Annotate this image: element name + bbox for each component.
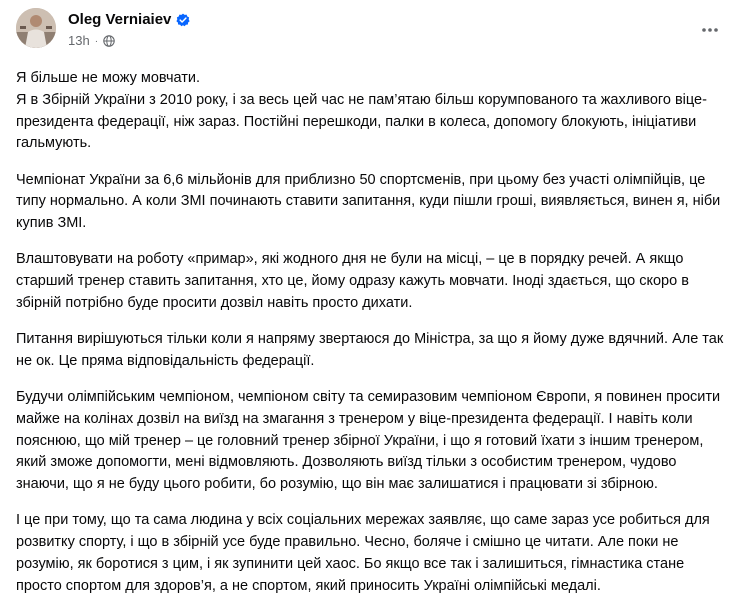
more-horizontal-icon	[700, 20, 720, 40]
post-paragraph-6	[16, 510, 728, 597]
post-line: Я більше не можу мовчати.	[16, 70, 201, 86]
post-menu-button[interactable]	[692, 12, 728, 48]
user-avatar	[16, 8, 56, 48]
post-line: Будучи олімпійським чемпіоном, чемпіоном світу та семиразовим чемпіоном Європи, я повинен просити майже на колінах дозвіл на виїзд на змагання з тренером у віце-президента федерації. І навіть коли пояснюю, що мій тренер – це головний тренер збірної України, і що я готовий їхати з іншим тренером, який зможе допомогти, мені відмовляють. Дозволяють виїзд тільки з особистим тренером, чудово знаючи, що я не буду цього робити, бо розумію, що він має залишатися і працювати зі збірною.	[16, 389, 721, 492]
author-name-line	[68, 10, 190, 30]
post-paragraph-3	[16, 249, 728, 314]
post-paragraph-5	[16, 387, 728, 496]
post-line: Я в Збірній України з 2010 року, і за весь цей час не пам’ятаю більш корумпованого та жахливого віце-президента федерації, ніж зараз. Постійні перешкоди, палки в колеса, допомогу блокують, ініціативи гальмують.	[16, 91, 707, 152]
post-line: Влаштовувати на роботу «примар», які жодного дня не були на місці, – це в порядку речей. А якщо старший тренер ставить запитання, хто це, йому одразу кажуть мовчати. Іноді здається, що скоро в збірній потрібно буде просити дозвіл навіть просто дихати.	[16, 251, 689, 311]
verified-badge-icon	[176, 13, 190, 27]
post-paragraph-1	[16, 68, 728, 155]
post-paragraph-4	[16, 329, 728, 373]
post-paragraph-2	[16, 170, 728, 235]
meta-separator: ·	[94, 35, 99, 47]
post-line: Чемпіонат України за 6,6 мільйонів для приблизно 50 спортсменів, при цьому без участі олімпійців, це типу нормально. А коли ЗМІ починають ставити запитання, куди пішли гроші, виявляється, винен я, ніби купив ЗМІ.	[16, 171, 721, 231]
post-text	[16, 68, 728, 597]
post-meta	[68, 33, 115, 49]
author-avatar[interactable]	[16, 8, 56, 48]
post-line: Питання вирішуються тільки коли я напряму звертаюся до Міністра, за що я йому дуже вдячний. Але так не ок. Це пряма відповідальність федерації.	[16, 331, 724, 369]
post-header	[16, 8, 728, 56]
post-timestamp[interactable]: 13h	[68, 33, 90, 48]
author-name[interactable]: Oleg Verniaiev	[68, 11, 172, 28]
globe-icon[interactable]	[103, 35, 115, 47]
post-line: І це при тому, що та сама людина у всіх соціальних мережах заявляє, що саме зараз усе робиться для розвитку спорту, і що в збірній усе буде правильно. Чесно, боляче і смішно це читати. Але поки не розумію, як боротися з цим, і як зупинити цей хаос. Бо якщо все так і залишиться, гімнастика стане просто спортом для здоров’я, а не спортом, який приносить Україні олімпійські медалі.	[16, 512, 710, 594]
